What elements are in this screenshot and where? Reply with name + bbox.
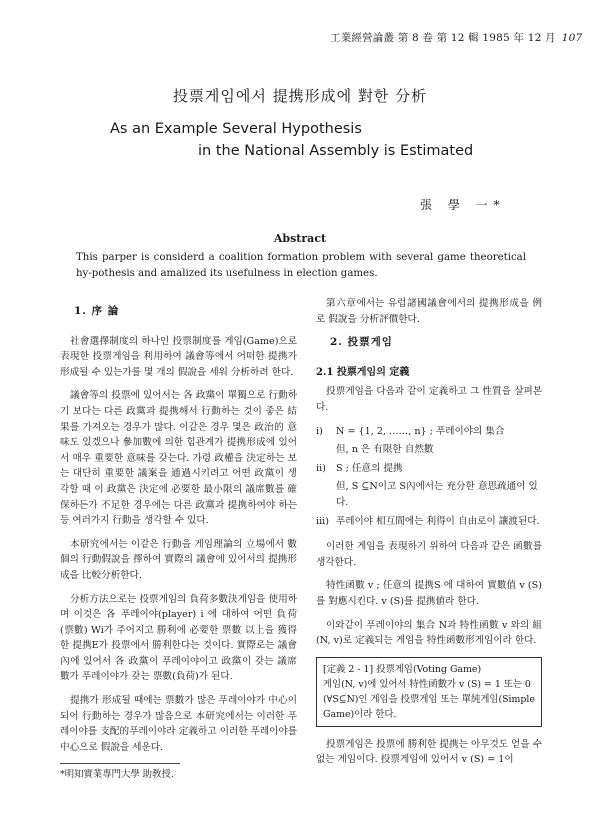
list-sub-item: 但, S ⊆N이고 S內에서는 充分한 意思疏通이 있다.	[336, 481, 538, 508]
list-marker: iii)	[316, 515, 329, 527]
running-head-text: 工業經營論叢 第 8 卷 第 12 輯 1985 年 12 月	[330, 32, 556, 44]
definition-box-title: [定義 2 - 1] 投票게임(Voting Game)	[323, 663, 482, 675]
section-2-heading: 2. 投票게임	[330, 336, 393, 349]
list-text: 푸레이야 相互間에는 利得이 自由로이 讓渡된다.	[336, 515, 540, 527]
paragraph: 第六章에서는 유럽諸國議會에서의 提携形成을 例로 假說을 分析評價한다.	[316, 298, 542, 325]
list-text: N = {1, 2, ……, n} ; 푸레이야의 集合	[336, 425, 505, 437]
list-item	[316, 424, 542, 440]
abstract-heading: Abstract	[273, 232, 327, 245]
subsection-2-1-heading: 2.1 投票게임의 定義	[316, 366, 410, 378]
paragraph: 分析方法으로는 投票게임의 負荷多數決게임을 使用하며 이것은 各 푸레이야(player) i 에 대하여 어떤 負荷(票數) Wi가 주어지고 勝利에 必要한 票數 以上을 獲得한 提携E가 投票에서 勝利한다는 것이다. 實際로는 議會內에 있어서 各 政黨이 푸레이야이고 政黨이 갖는 議席數가 푸레이야가 갖는 票數(負荷)가 된다.	[60, 593, 297, 683]
running-head	[330, 30, 583, 45]
paragraph: 社會選擇制度의 하나인 投票制度를 게임(Game)으로 表現한 投票게임을 利用하여 議會等에서 어떠한 提携가 形成될 수 있는가를 몇 개의 假說을 세워 分析하려 한다.	[60, 335, 297, 378]
definition-box	[316, 657, 542, 727]
korean-title: 投票게임에서 提携形成에 對한 分析	[172, 87, 428, 105]
english-title	[110, 118, 510, 162]
list-marker: i)	[316, 425, 323, 437]
list-item	[316, 514, 542, 530]
paragraph: 本研究에서는 이같은 行動을 게임理論의 立場에서 數個의 行動假說을 擇하여 實際의 議會에 있어서의 提携形成을 比較分析한다.	[60, 538, 297, 581]
paragraph: 投票게임은 投票에 勝利한 提携는 아무것도 얻을 수 없는 게임이다. 投票게임에 있어서 v (S) = 1이	[316, 738, 542, 766]
list-item	[316, 461, 542, 477]
english-title-line2: in the National Assembly is Estimated	[198, 143, 474, 159]
paragraph: 議會等의 投票에 있어서는 各 政黨이 單獨으로 行動하기 보다는 다른 政黨과 提携해서 行動하는 것이 좋은 結果를 가져오는 경우가 많다. 이같은 경우 몇은 政治的 意味도 있겠으나 參加數에 의한 힘관계가 提携形成에 있어서 매우 重要한 意味를 갖는다. 가령 政權을 決定하는 보는 대단히 重要한 議案을 通過시키려고 어떤 政黨이 생각할 때 이 政黨은 決定에 必要한 最小限의 議席數를 確保하든가 不足한 경우에는 다른 政黨과 提携하여야 하는 등 여러가지 行動을 생각할 수 있다.	[60, 390, 297, 527]
footnote: *明知實業專門大學 助敎授.	[60, 763, 180, 783]
right-column	[316, 296, 542, 776]
definition-box-body: 게임(N, v)에 있어서 特性函數가 v (S) = 1 또는 0 (∀S⊆N)인 게임을 投票게임 또는 單純게임(Simple Game)이라 한다.	[323, 678, 535, 720]
english-title-line1: As an Example Several Hypothesis	[110, 121, 362, 137]
paragraph: 投票게임을 다음과 같이 定義하고 그 性質을 살펴본다.	[316, 386, 542, 413]
paragraph: 特性函數 v ; 任意의 提携S 에 대하여 實數值 v (S)를 對應시킨다. v (S)를 提携値라 한다.	[316, 580, 542, 607]
abstract-body: This parper is considerd a coalition formation problem with several game theoretical hy-pothesis and amalized its usefulness in election games.	[76, 252, 526, 279]
section-1-heading: 1. 序 論	[74, 305, 120, 317]
paragraph: 提携가 形成될 때에는 票數가 많은 푸레이야가 中心이 되어 行動하는 경우가 많음으로 本研究에서는 이러한 푸레이야를 支配的푸레이야라 定義하고 이러한 푸레이야를 中心으로 假說을 세운다.	[60, 695, 297, 753]
paragraph: 이와같이 푸레이야의 集合 N과 特性函數 v 와의 組(N, v)로 定義되는 게임을 特性函數形게임이라 한다.	[316, 619, 542, 647]
list-sub-item: 但, n 은 有限한 自然數	[336, 444, 434, 456]
author: 張 學 一*	[420, 198, 506, 212]
paragraph: 이러한 게임을 表現하기 위하여 다음과 같은 函數를 생각한다.	[316, 541, 542, 568]
list-marker: ii)	[316, 462, 326, 474]
left-column	[60, 296, 297, 783]
list-text: S ; 任意의 提携	[336, 462, 403, 474]
definition-list	[316, 424, 542, 530]
page-number: 107	[561, 32, 583, 44]
